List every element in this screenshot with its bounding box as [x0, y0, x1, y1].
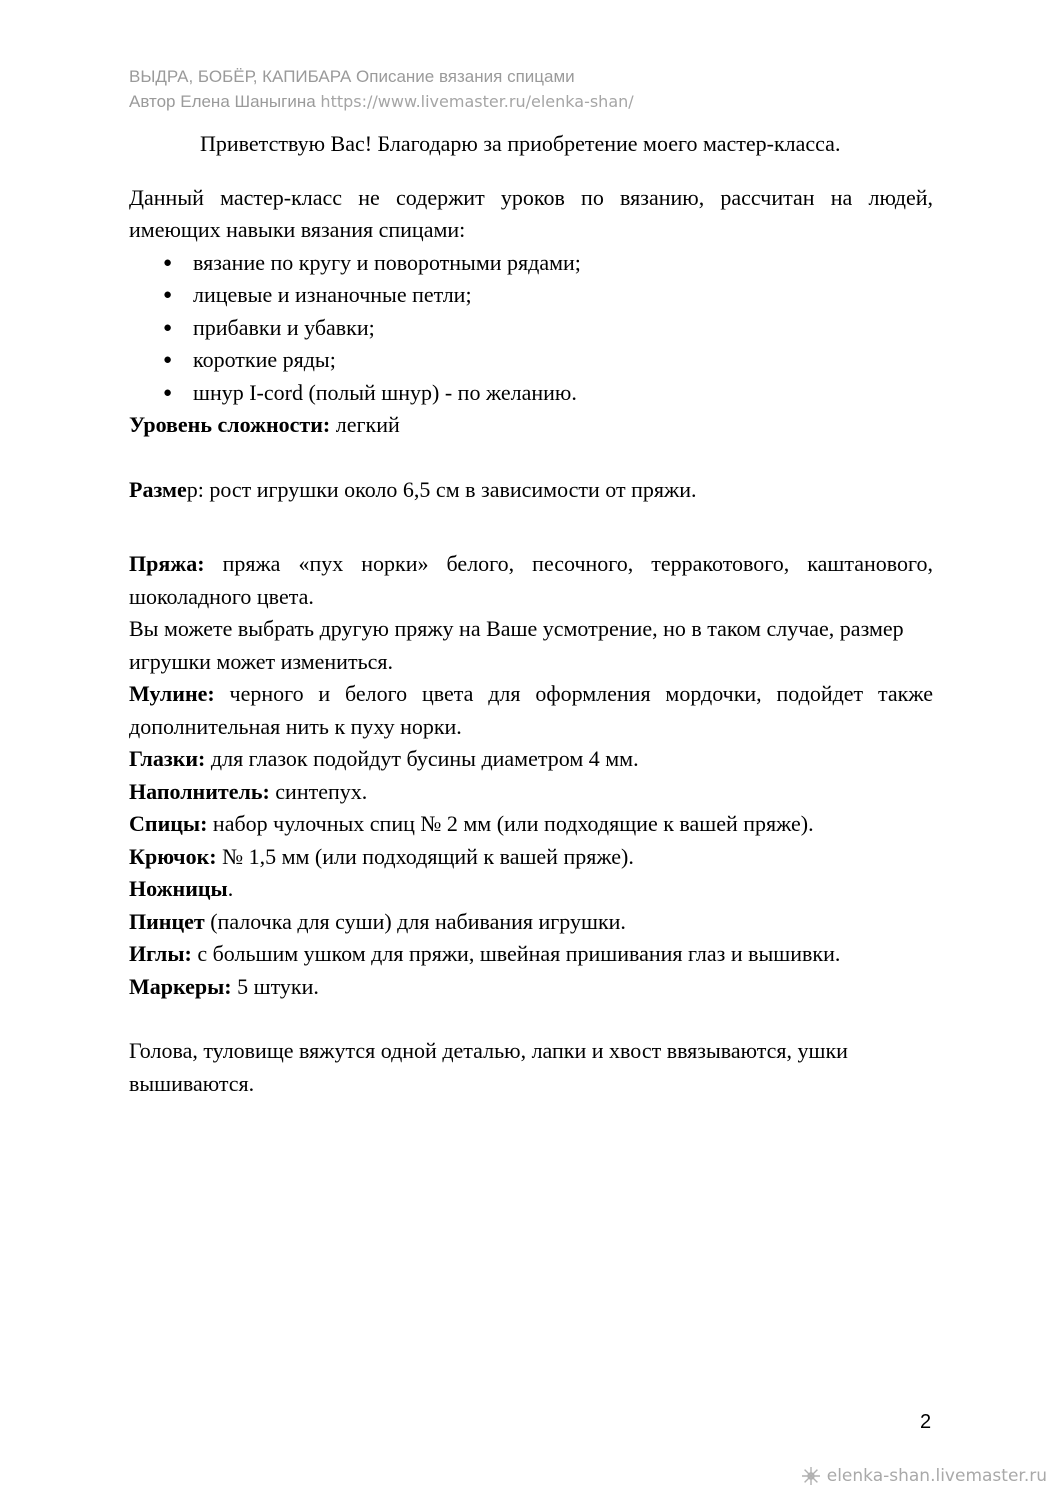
watermark-text: elenka-shan.livemaster.ru: [826, 1466, 1047, 1486]
material-filler: Наполнитель: синтепух.: [129, 778, 368, 804]
intro-paragraph: Данный мастер-класс не содержит уроков по вязанию, рассчитан на людей, имеющих навыки вязания спицами:: [129, 184, 933, 242]
material-floss: Мулине: черного и белого цвета для оформления мордочки, подойдет также дополнительная нить к пуху норки.: [129, 681, 933, 739]
material-markers: Маркеры: 5 штуки.: [129, 973, 319, 999]
material-hook: Крючок: № 1,5 мм (или подходящий к вашей пряже).: [129, 843, 634, 869]
bullet-icon: ●: [163, 352, 173, 368]
bullet-icon: ●: [163, 384, 173, 401]
yarn: Пряжа: пряжа «пух норки» белого, песочного, терракотового, каштанового, шоколадного цвета.: [129, 551, 933, 609]
material-tweezers: Пинцет (палочка для суши) для набивания игрушки.: [129, 908, 626, 934]
material-sewing-needles: Иглы: с большим ушком для пряжи, швейная пришивания глаз и вышивки.: [129, 941, 841, 966]
material-scissors: Ножницы.: [129, 876, 234, 901]
yarn-note: Вы можете выбрать другую пряжу на Ваше усмотрение, но в таком случае, размер игрушки может измениться.: [129, 616, 904, 674]
page-number: 2: [920, 1411, 932, 1433]
header-title: ВЫДРА, БОБЁР, КАПИБАРА Описание вязания спицами: [129, 67, 575, 86]
header-author-line: [129, 89, 634, 114]
bullet-icon: ●: [163, 287, 173, 303]
document-header: [129, 64, 634, 114]
material-eyes: Глазки: для глазок подойдут бусины диаметром 4 мм.: [129, 746, 639, 771]
material-needles: Спицы: набор чулочных спиц № 2 мм (или подходящие к вашей пряже).: [129, 811, 814, 836]
watermark: [801, 1466, 1047, 1486]
document-body: [129, 128, 933, 1100]
list-item: ● вязание по кругу и поворотными рядами;: [129, 247, 933, 280]
bullet-icon: ●: [163, 254, 173, 271]
list-item: ● лицевые и изнаночные петли;: [129, 279, 933, 312]
difficulty-level: Уровень сложности: легкий: [129, 412, 400, 437]
greeting: Приветствую Вас! Благодарю за приобретение моего мастер-класса.: [200, 131, 841, 156]
header-url: https://www.livemaster.ru/elenka-shan/: [320, 92, 634, 111]
list-item: ● шнур I-cord (полый шнур) - по желанию.: [129, 377, 933, 410]
list-item: ● короткие ряды;: [129, 344, 933, 377]
list-item: ● прибавки и убавки;: [129, 312, 933, 345]
header-author: Автор Елена Шаныгина: [129, 92, 316, 111]
toy-size: Размер: рост игрушки около 6,5 см в зависимости от пряжи.: [129, 476, 697, 502]
bullet-icon: ●: [163, 319, 173, 336]
snowflake-icon: [801, 1466, 821, 1486]
closing-paragraph: Голова, туловище вяжутся одной деталью, лапки и хвост ввязываются, ушки вышиваются.: [129, 1038, 848, 1096]
skills-list: [129, 247, 933, 410]
